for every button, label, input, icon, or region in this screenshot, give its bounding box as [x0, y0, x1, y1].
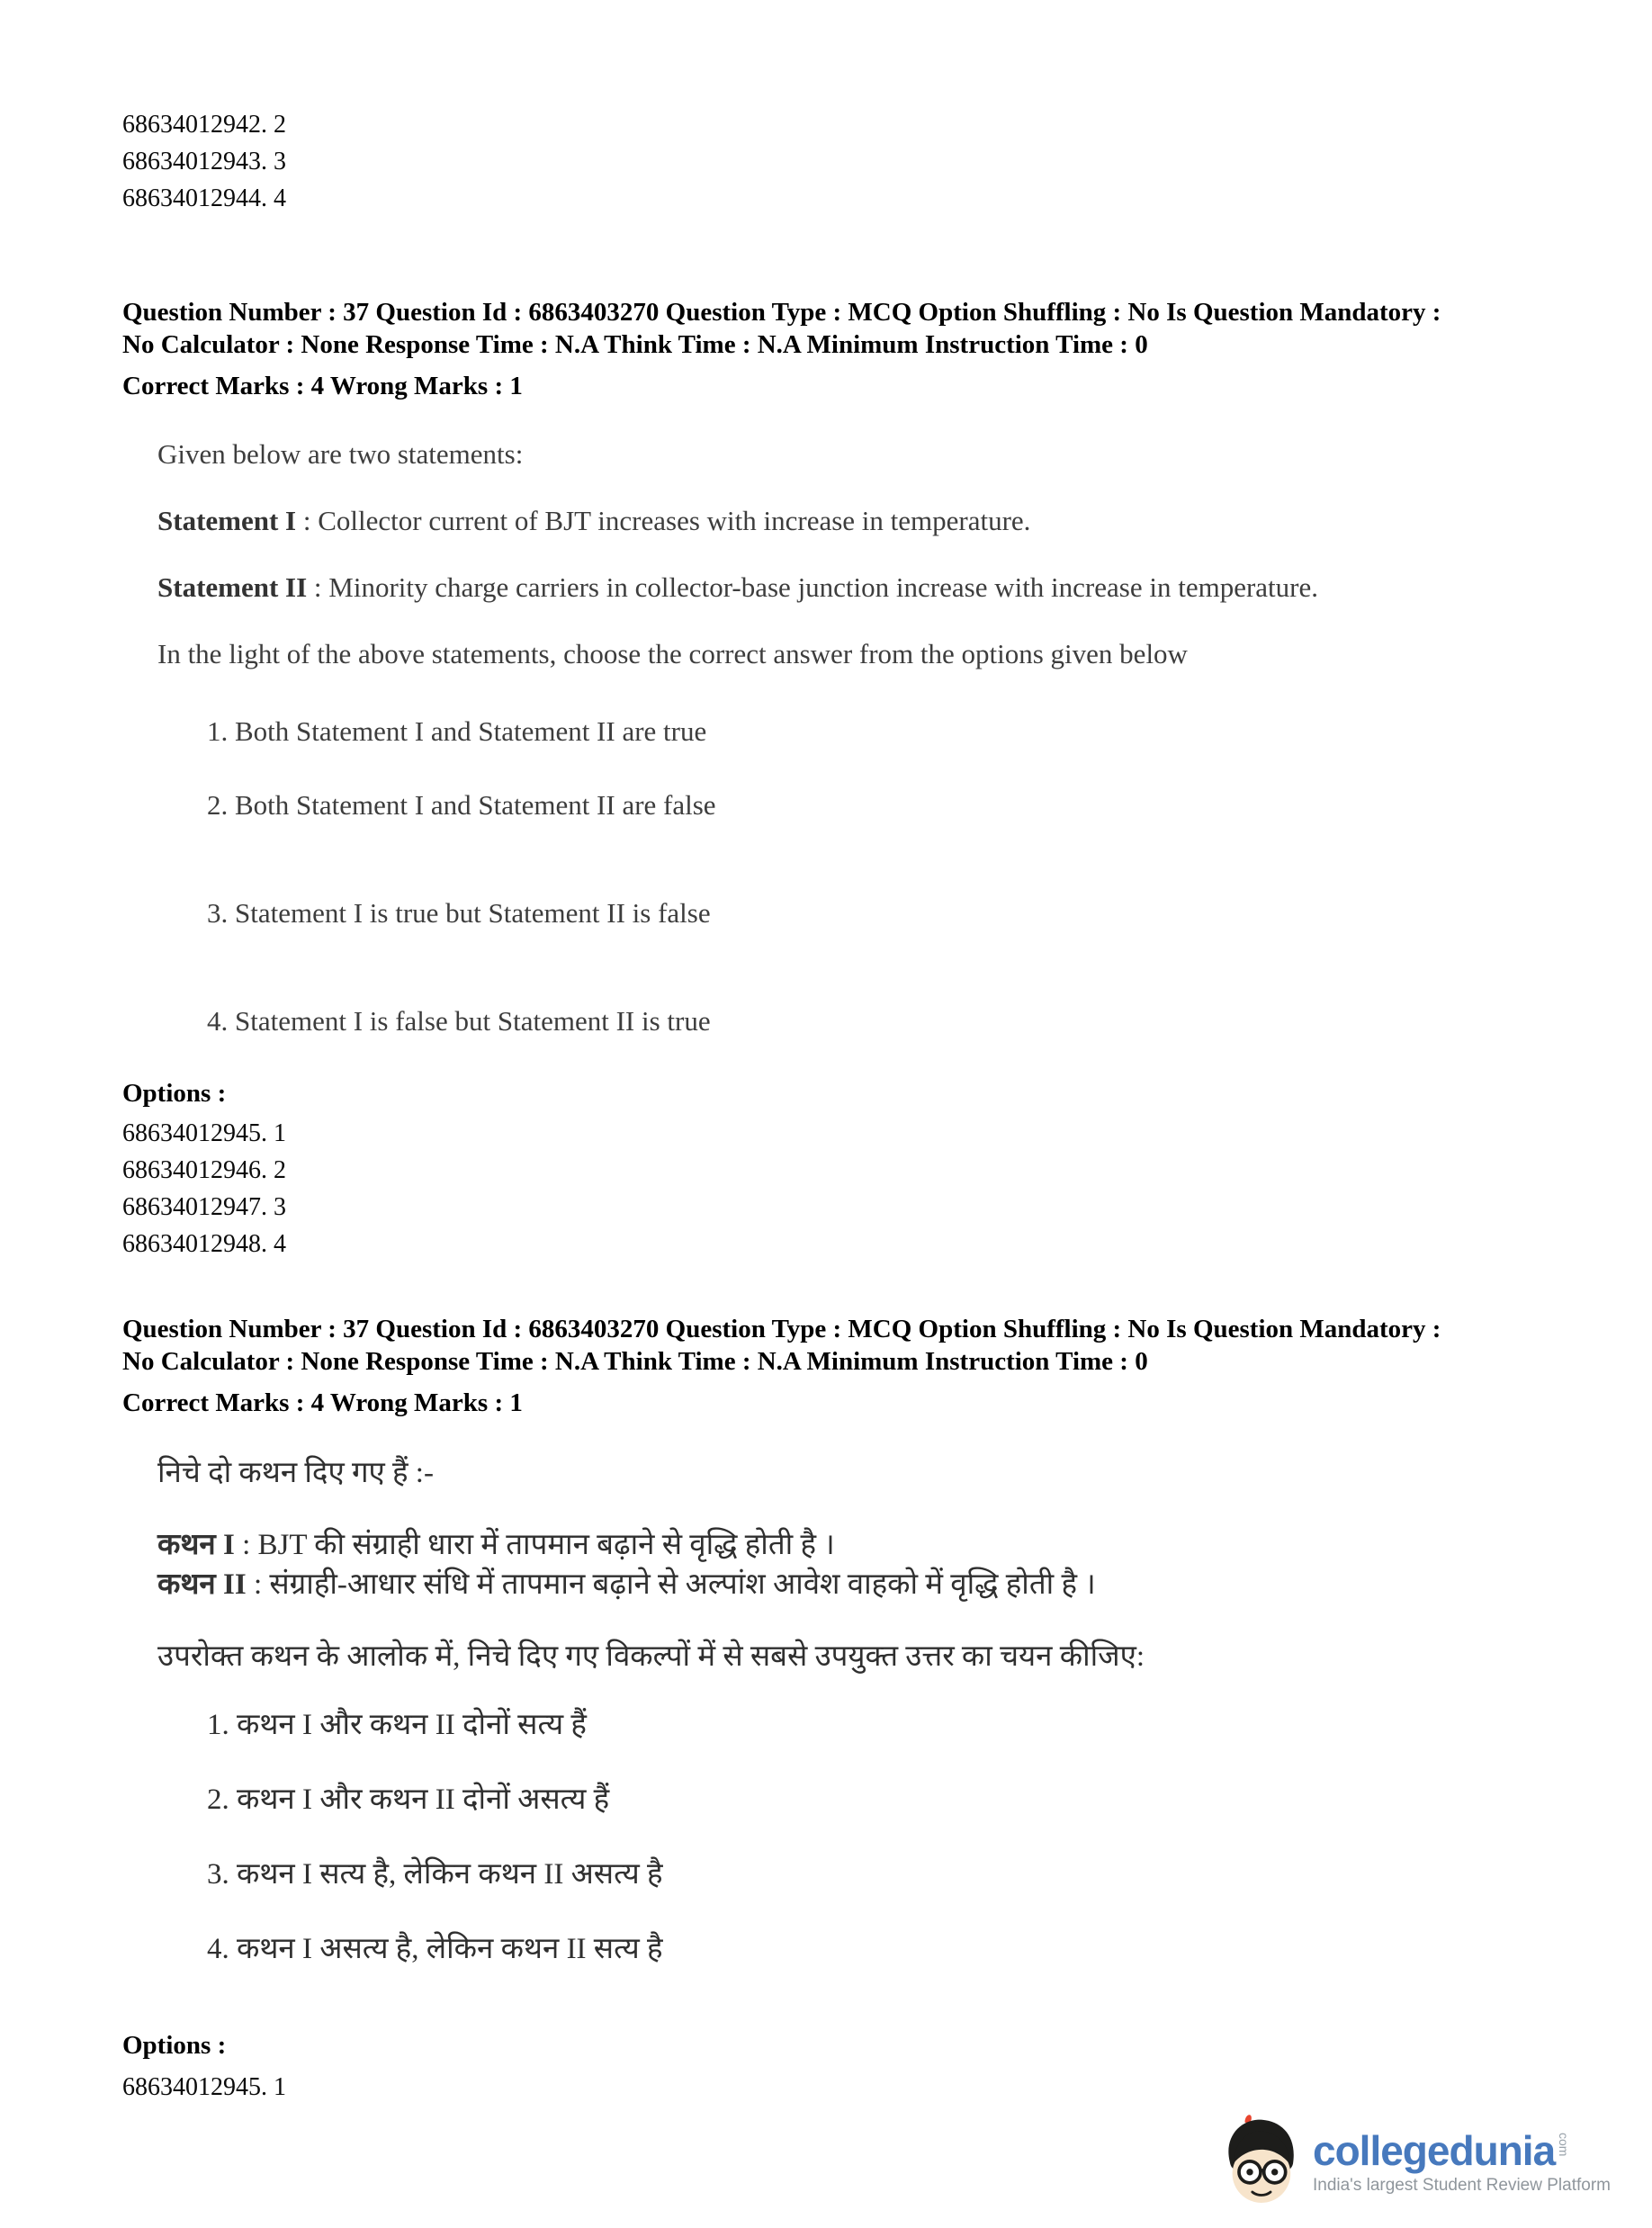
choice-item: 3. कथन I सत्य है, लेकिन कथन II असत्य है: [207, 1858, 663, 1891]
question-body-hi: [157, 1451, 1598, 1970]
choice-item: 3. Statement I is true but Statement II is false: [207, 897, 711, 929]
option-id-line: 68634012942. 2: [122, 111, 286, 139]
choice-list-en: [207, 714, 1598, 1039]
question-marks-line: Correct Marks : 4 Wrong Marks : 1: [122, 372, 523, 400]
statement-2-text: : संग्राही-आधार संधि में तापमान बढ़ाने से अल्पांश आवेश वाहको में वृद्धि होती है ।: [246, 1568, 1096, 1601]
collegedunia-logo: [1217, 2110, 1611, 2214]
brand-name: collegedunia: [1312, 2126, 1556, 2174]
statement-1-text: : BJT की संग्राही धारा में तापमान बढ़ाने से वृद्धि होती है ।: [234, 1529, 835, 1561]
choice-item: 2. Both Statement I and Statement II are false: [207, 789, 716, 821]
statement-2: [157, 1565, 1598, 1604]
question-prompt: उपरोक्त कथन के आलोक में, निचे दिए गए विकल्पों में से सबसे उपयुक्त उत्तर का चयन कीजिए:: [157, 1640, 1145, 1673]
question-meta-hi: [122, 1313, 1598, 1419]
statement-1-label: Statement I: [157, 505, 297, 536]
question-intro: Given below are two statements:: [157, 438, 524, 470]
question-meta-en: [122, 296, 1598, 402]
option-id-list-en: [122, 1115, 1598, 1262]
option-id-line: 68634012947. 3: [122, 1193, 286, 1221]
statement-1-text: : Collector current of BJT increases with increase in temperature.: [296, 505, 1031, 536]
option-id-line: 68634012944. 4: [122, 184, 286, 212]
option-id-line: 68634012943. 3: [122, 148, 286, 175]
question-meta-line: No Calculator : None Response Time : N.A Think Time : N.A Minimum Instruction Time : 0: [122, 1347, 1148, 1376]
brand-text-block: [1312, 2126, 1611, 2196]
statement-2-label: Statement II: [157, 571, 308, 603]
question-intro: निचे दो कथन दिए गए हैं :-: [157, 1457, 434, 1489]
option-id-line: 68634012946. 2: [122, 1156, 286, 1184]
option-id-line: 68634012945. 1: [122, 1119, 286, 1147]
collegedunia-mascot-icon: [1217, 2110, 1304, 2214]
option-id-list-hi: [122, 2069, 1598, 2106]
statement-group: [157, 1525, 1598, 1604]
brand-domain: com: [1557, 2132, 1572, 2156]
statement-2-text: : Minority charge carriers in collector-base junction increase with increase in temperature.: [307, 571, 1318, 603]
brand-tagline: India's largest Student Review Platform: [1312, 2175, 1611, 2195]
question-body-en: [157, 436, 1598, 1039]
choice-item: 4. Statement I is false but Statement II is true: [207, 1005, 711, 1037]
statement-1: [157, 1525, 1598, 1565]
choice-item: 2. कथन I और कथन II दोनों असत्य हैं: [207, 1783, 610, 1816]
choice-item: 4. कथन I असत्य है, लेकिन कथन II सत्य है: [207, 1933, 663, 1965]
previous-question-option-ids: [122, 106, 1598, 217]
question-marks-line: Correct Marks : 4 Wrong Marks : 1: [122, 1388, 523, 1417]
question-meta-line: Question Number : 37 Question Id : 6863403270 Question Type : MCQ Option Shuffling : No Is Question Mandatory :: [122, 1315, 1441, 1343]
question-prompt: In the light of the above statements, choose the correct answer from the options given below: [157, 638, 1188, 669]
choice-item: 1. कथन I और कथन II दोनों सत्य हैं: [207, 1709, 587, 1741]
choice-list-hi: [207, 1705, 1598, 1970]
choice-item: 1. Both Statement I and Statement II are true: [207, 715, 707, 747]
statement-1: [157, 503, 1598, 539]
options-label-hi: Options :: [122, 2031, 227, 2060]
statement-1-label: कथन I: [157, 1529, 235, 1561]
option-id-line: 68634012945. 1: [122, 2073, 286, 2101]
options-label-en: Options :: [122, 1079, 227, 1108]
option-id-line: 68634012948. 4: [122, 1230, 286, 1258]
question-meta-line: No Calculator : None Response Time : N.A Think Time : N.A Minimum Instruction Time : 0: [122, 330, 1148, 359]
question-meta-line: Question Number : 37 Question Id : 6863403270 Question Type : MCQ Option Shuffling : No Is Question Mandatory :: [122, 298, 1441, 327]
statement-2: [157, 570, 1598, 606]
statement-2-label: कथन II: [157, 1568, 247, 1601]
